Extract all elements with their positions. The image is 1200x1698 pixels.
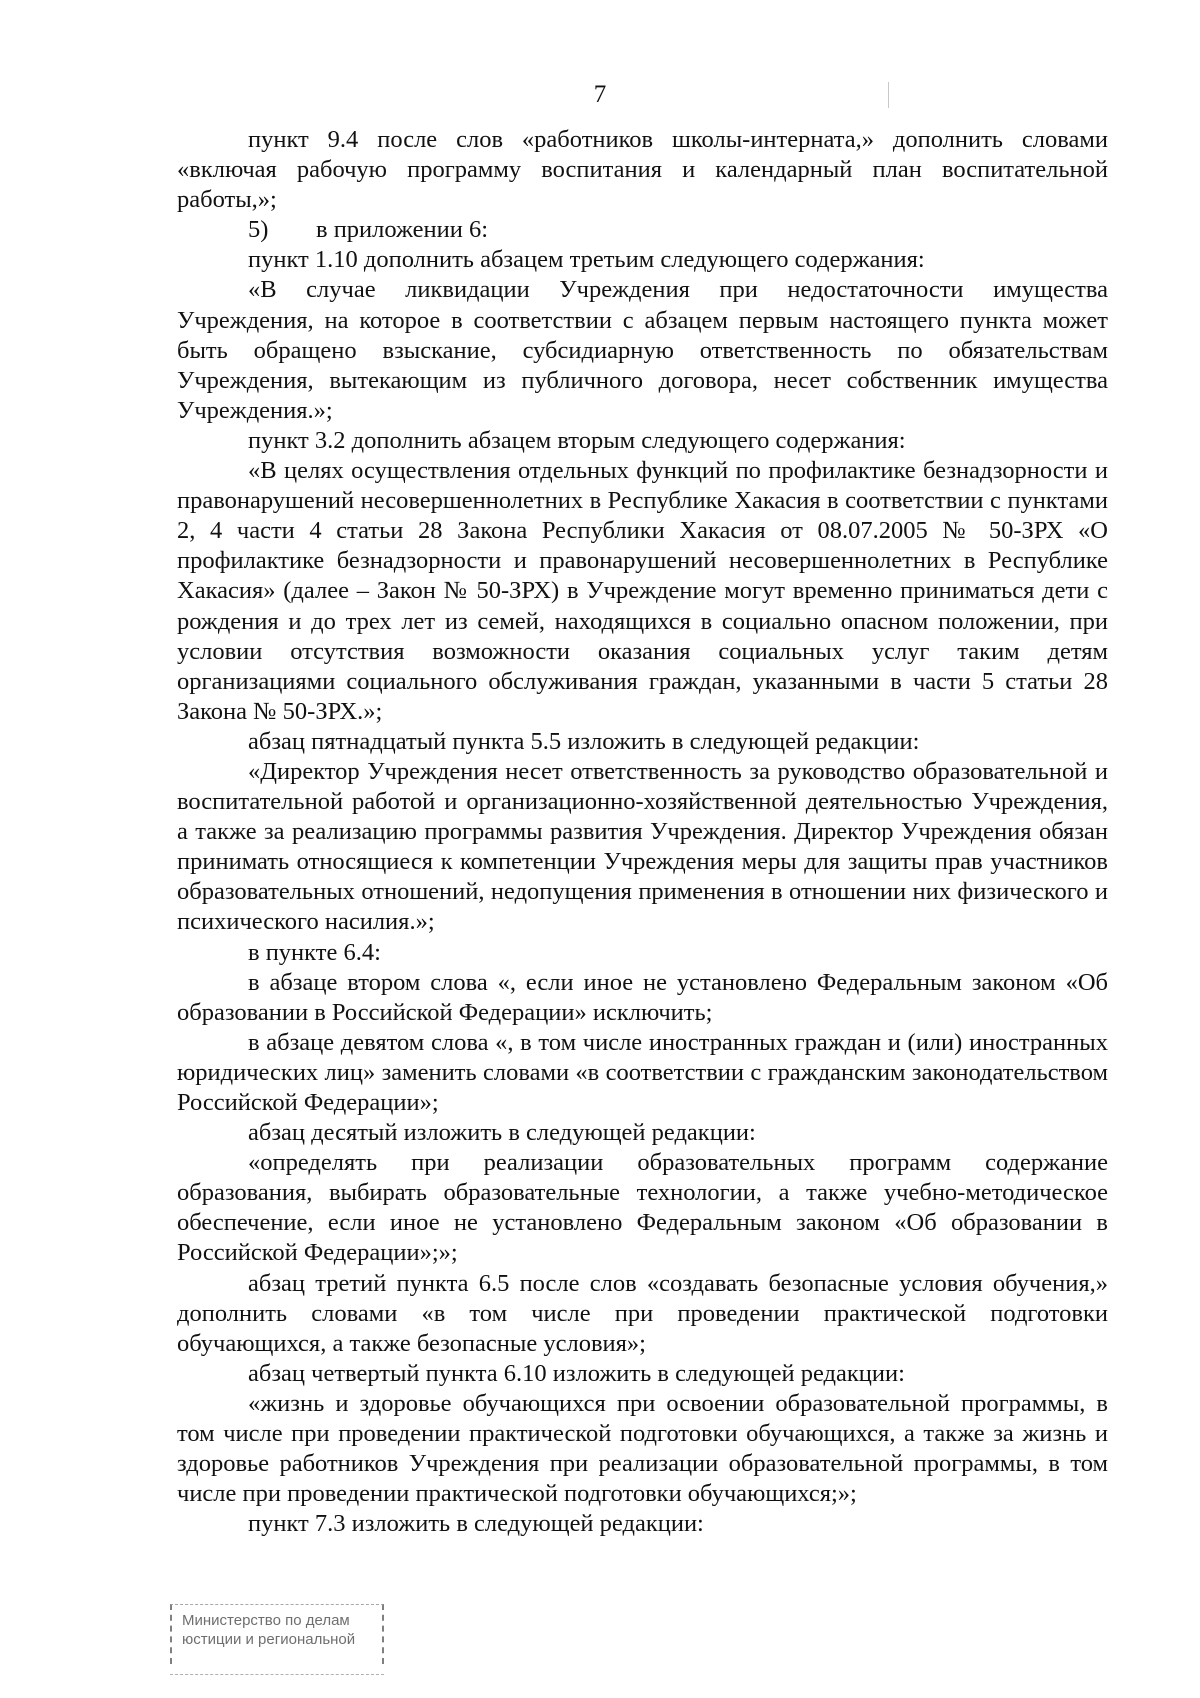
paragraph-punkt-1-10: пункт 1.10 дополнить абзацем третьим следующего содержания: <box>248 246 925 274</box>
document-body <box>177 125 1108 1539</box>
paragraph-punkt-6-10: абзац четвертый пункта 6.10 изложить в следующей редакции: <box>248 1359 905 1387</box>
paragraph-abzats-desyatyy: абзац десятый изложить в следующей редакции: <box>248 1119 756 1147</box>
scan-artifact <box>888 82 889 108</box>
stamp-line-2: юстиции и региональной <box>182 1631 356 1648</box>
paragraph-punkt-5-5: абзац пятнадцатый пункта 5.5 изложить в следующей редакции: <box>248 727 920 755</box>
paragraph-determine-quote: «определять при реализации образовательных программ содержание образования, выбирать образовательные технологии, а также учебно-методическое обеспечение, если иное не установлено Федеральным законом «Об образовании в Российской Федерации»;»; <box>177 1149 1108 1267</box>
paragraph-punkt-7-3: пункт 7.3 изложить в следующей редакции: <box>248 1510 704 1538</box>
list-item-number: 5) <box>248 216 269 244</box>
paragraph-abzats-devyatyy: в абзаце девятом слова «, в том числе иностранных граждан и (или) иностранных юридических лиц» заменить словами «в соответствии с гражданским законодательством Российской Федерации»; <box>177 1028 1108 1116</box>
paragraph-punkt-6-4: в пункте 6.4: <box>248 938 381 966</box>
page-number: 7 <box>593 81 607 108</box>
paragraph-punkt-3-2: пункт 3.2 дополнить абзацем вторым следующего содержания: <box>248 426 906 454</box>
paragraph-prevention-quote: «В целях осуществления отдельных функций по профилактике безнадзорности и правонарушений несовершеннолетних в Республике Хакасия в соответствии с пунктами 2, 4 части 4 статьи 28 Закона Республики Хакасия от 08.07.2005 № 50-ЗРХ «О профилактике безнадзорности и правонарушений несовершеннолетних в Республике Хакасия» (далее – Закон № 50-ЗРХ) в Учреждение могут временно приниматься дети с рождения и до трех лет из семей, находящихся в социально опасном положении, при условии отсутствия возможности оказания социальных услуг таким детям организациями социального обслуживания граждан, указанными в части 5 статьи 28 Закона № 50-ЗРХ.»; <box>177 457 1108 725</box>
list-item-5 <box>177 215 1108 245</box>
paragraph-punkt-9-4: пункт 9.4 после слов «работников школы-интерната,» дополнить словами «включая рабочую программу воспитания и календарный план воспитательной работы,»; <box>177 126 1108 214</box>
stamp-bottom-edge <box>170 1674 384 1675</box>
paragraph-director-quote: «Директор Учреждения несет ответственность за руководство образовательной и воспитательной работой и организационно-хозяйственной деятельностью Учреждения, а также за реализацию программы развития Учреждения. Директор Учреждения обязан принимать относящиеся к компетенции Учреждения меры для защиты прав участников образовательных отношений, недопущения применения в отношении них физического и психического насилия.»; <box>177 757 1108 936</box>
list-item-text: в приложении 6: <box>316 216 489 244</box>
paragraph-abzats-vtoroy: в абзаце втором слова «, если иное не установлено Федеральным законом «Об образовании в Российской Федерации» исключить; <box>177 968 1108 1026</box>
paragraph-liquidation-quote: «В случае ликвидации Учреждения при недостаточности имущества Учреждения, на которое в соответствии с абзацем первым настоящего пункта может быть обращено взыскание, субсидиарную ответственность по обязательствам Учреждения, вытекающим из публичного договора, несет собственник имущества Учреждения.»; <box>177 276 1108 424</box>
paragraph-punkt-6-5: абзац третий пункта 6.5 после слов «создавать безопасные условия обучения,» дополнить словами «в том числе при проведении практической подготовки обучающихся, а также безопасные условия»; <box>177 1269 1108 1357</box>
stamp-line-1: Министерство по делам <box>182 1612 350 1629</box>
registration-stamp <box>170 1604 384 1664</box>
paragraph-life-health-quote: «жизнь и здоровье обучающихся при освоении образовательной программы, в том числе при проведении практической подготовки обучающихся, а также за жизнь и здоровье работников Учреждения при реализации образовательной программы, в том числе при проведении практической подготовки обучающихся;»; <box>177 1389 1108 1508</box>
